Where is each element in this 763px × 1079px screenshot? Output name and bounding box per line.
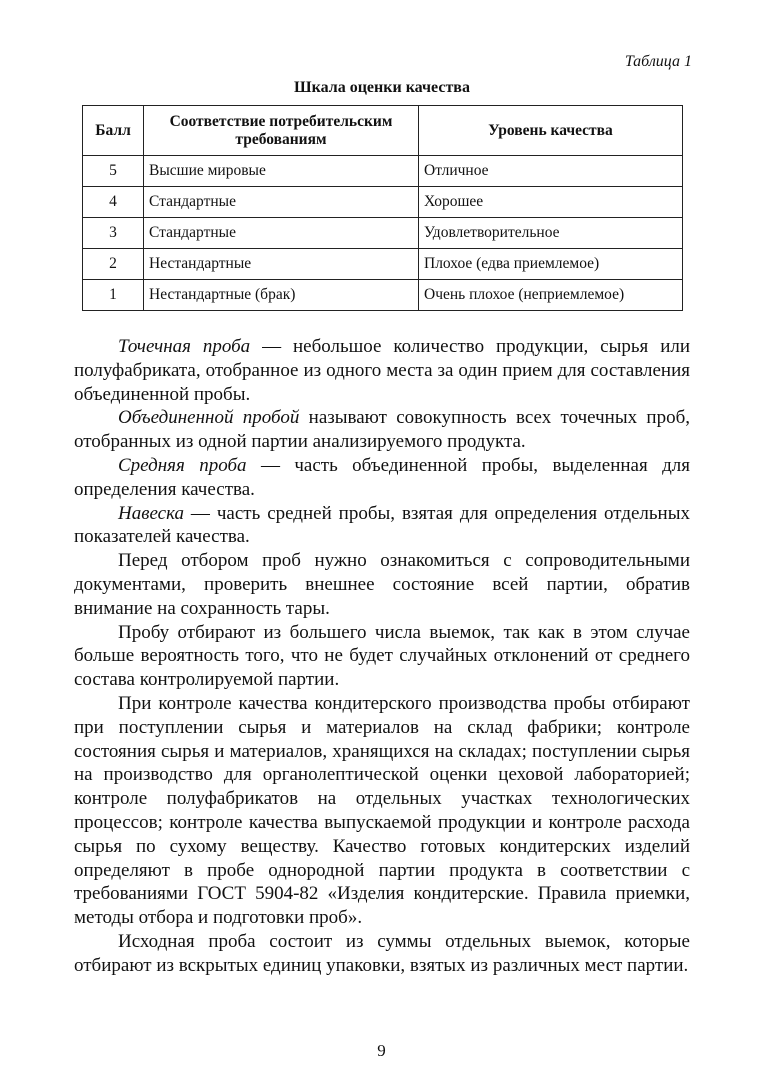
header-score: Балл [83,106,144,156]
document-page [74,52,690,978]
cell-level: Очень плохое (неприемлемое) [419,280,683,311]
paragraph-text: Перед отбором проб нужно ознакомиться с сопроводительными документами, проверить внешнее состояние всей партии, обратив внимание на сохранность тары. [74,550,690,619]
cell-requirements: Нестандартные [144,249,419,280]
table-row [83,187,683,218]
cell-score: 2 [83,249,144,280]
paragraph-term: Точечная проба [118,336,251,357]
paragraph-text: — часть средней пробы, взятая для определения отдельных показателей качества. [74,502,690,548]
paragraph-term: Навеска [118,502,184,524]
paragraph-term: Объединенной пробой [118,407,300,429]
body-text [74,335,690,978]
paragraph-text: — часть объединенной пробы, выделенная для определения качества. [74,454,691,500]
cell-level: Плохое (едва приемлемое) [419,249,683,280]
table-row [83,280,683,311]
cell-score: 4 [83,187,144,218]
cell-requirements: Высшие мировые [144,156,419,187]
header-requirements: Соответствие потребительским требованиям [144,106,419,156]
paragraph-text: — небольшое количество продукции, сырья или полуфабриката, отобранное из одного места за один прием для составления объединенной пробы. [74,336,691,405]
cell-score: 1 [83,280,144,311]
table-title: Шкала оценки качества [294,79,470,96]
table-row [83,249,683,280]
paragraph [74,454,690,502]
cell-score: 5 [83,156,144,187]
cell-level: Удовлетворительное [419,218,683,249]
paragraph-text: называют совокупность всех точечных проб, отобранных из одной партии анализируемого продукта. [74,407,690,453]
paragraph [74,621,690,692]
page-number: 9 [377,1041,386,1060]
quality-scale-table [82,105,683,311]
cell-requirements: Нестандартные (брак) [144,280,419,311]
table-header-row [83,106,683,156]
paragraph [74,549,690,620]
paragraph-text: При контроле качества кондитерского производства пробы отбирают при поступлении сырья и материалов на склад фабрики; контроле состояния сырья и материалов, хранящихся на складах; поступлении сырья на производство для органолептической оценки цеховой лабораторией; контроле полуфабрикатов на отдельных участках технологических процессов; контроле качества выпускаемой продукции и контроле расхода сырья по сухому веществу. Качество готовых кондитерских изделий определяют в пробе однородной партии продукта в соответствии с требованиями ГОСТ 5904-82 «Изделия кондитерские. Правила приемки, методы отбора и подготовки проб». [74,692,690,929]
table-row [83,218,683,249]
paragraph-text: Исходная проба состоит из суммы отдельных выемок, которые отбирают из вскрытых единиц упаковки, взятых из различных мест партии. [74,930,690,976]
cell-requirements: Стандартные [144,187,419,218]
paragraph-text: Пробу отбирают из большего числа выемок, так как в этом случае больше вероятность того, что не будет случайных отклонений от среднего состава контролируемой партии. [74,621,690,691]
table-label: Таблица 1 [624,53,692,70]
paragraph [74,692,690,930]
paragraph [74,335,690,406]
cell-level: Отличное [419,156,683,187]
cell-score: 3 [83,218,144,249]
table-row [83,156,683,187]
header-level: Уровень качества [419,106,683,156]
paragraph [74,930,690,978]
paragraph-term: Средняя проба [118,454,247,476]
cell-level: Хорошее [419,187,683,218]
paragraph [74,406,690,454]
cell-requirements: Стандартные [144,218,419,249]
paragraph [74,502,690,550]
